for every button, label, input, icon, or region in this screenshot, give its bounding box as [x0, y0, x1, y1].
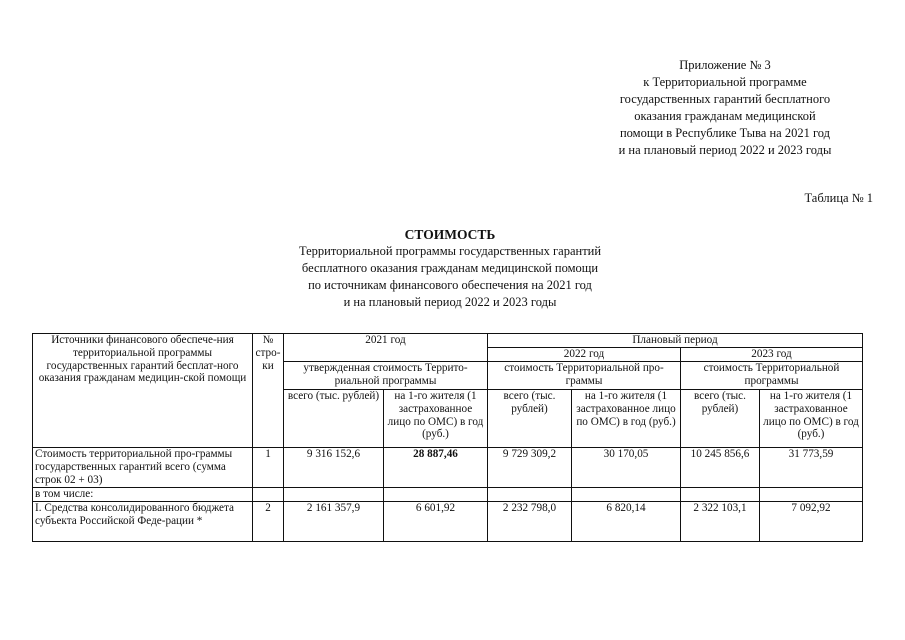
cell-per-resident-2021: 6 601,92 [384, 502, 488, 542]
cell-per-resident-2022: 30 170,05 [572, 448, 681, 488]
subtitle-line: бесплатного оказания гражданам медицинской помощи [301, 261, 599, 275]
header-per-resident-2022: на 1-го жителя (1 застрахованное лицо по ОМС) в год (руб.) [572, 390, 681, 448]
cell-total-2023: 2 322 103,1 [681, 502, 760, 542]
cell-total-2022: 9 729 309,2 [488, 448, 572, 488]
cell-total-2021: 9 316 152,6 [284, 448, 384, 488]
appendix-line: помощи в Республике Тыва на 2021 год [619, 126, 831, 140]
table-number: Таблица № 1 [804, 191, 873, 205]
cost-table [32, 333, 863, 542]
appendix-line: к Территориальной программе [643, 75, 807, 89]
header-total-2023: всего (тыс. рублей) [681, 390, 760, 448]
cell-per-resident-2023: 7 092,92 [760, 502, 863, 542]
header-year-2022: 2022 год [488, 348, 681, 362]
header-year-2023: 2023 год [681, 348, 863, 362]
header-cost-2023: стоимость Территориальной программы [681, 362, 863, 390]
table-row [33, 502, 863, 542]
header-total-2021: всего (тыс. рублей) [284, 390, 384, 448]
row-source: I. Средства консолидированного бюджета субъекта Российской Феде-рации * [33, 502, 253, 542]
row-source: в том числе: [33, 488, 253, 502]
row-source: Стоимость территориальной про-граммы государственных гарантий всего (сумма строк 02 + 03) [33, 448, 253, 488]
cell-per-resident-2021: 28 887,46 [384, 448, 488, 488]
subtitle-line: Территориальной программы государственных гарантий [298, 244, 602, 258]
cell-per-resident-2023: 31 773,59 [760, 448, 863, 488]
subtitle-line: и на плановый период 2022 и 2023 годы [343, 295, 557, 309]
cell-total-2021: 2 161 357,9 [284, 502, 384, 542]
subtitle-line: по источникам финансового обеспечения на 2021 год [308, 278, 592, 292]
header-per-resident-2021: на 1-го жителя (1 застрахованное лицо по ОМС) в год (руб.) [384, 390, 488, 448]
table-row [33, 488, 863, 502]
cell-per-resident-2022: 6 820,14 [572, 502, 681, 542]
header-approved-cost-2021: утвержденная стоимость Террито-риальной программы [284, 362, 488, 390]
appendix-line: оказания гражданам медицинской [634, 109, 816, 123]
cell-total-2023: 10 245 856,6 [681, 448, 760, 488]
header-year-2021: 2021 год [284, 334, 488, 362]
appendix-block [560, 57, 890, 159]
header-row-number: № стро-ки [253, 334, 284, 448]
header-cost-2022: стоимость Территориальной про-граммы [488, 362, 681, 390]
header-per-resident-2023: на 1-го жителя (1 застрахованное лицо по ОМС) в год (руб.) [760, 390, 863, 448]
appendix-line: государственных гарантий бесплатного [619, 92, 831, 106]
header-total-2022: всего (тыс. рублей) [488, 390, 572, 448]
row-number: 2 [253, 502, 284, 542]
appendix-line: Приложение № 3 [679, 58, 771, 72]
header-planned-period: Плановый период [488, 334, 863, 348]
header-sources: Источники финансового обеспече-ния территориальной программы государственных гарантий бесплат-ного оказания гражданам медицин-ской помощи [33, 334, 253, 448]
appendix-line: и на плановый период 2022 и 2023 годы [618, 143, 832, 157]
document-heading [210, 226, 690, 311]
cell-total-2022: 2 232 798,0 [488, 502, 572, 542]
table-row [33, 448, 863, 488]
row-number: 1 [253, 448, 284, 488]
document-title: СТОИМОСТЬ [404, 227, 496, 242]
